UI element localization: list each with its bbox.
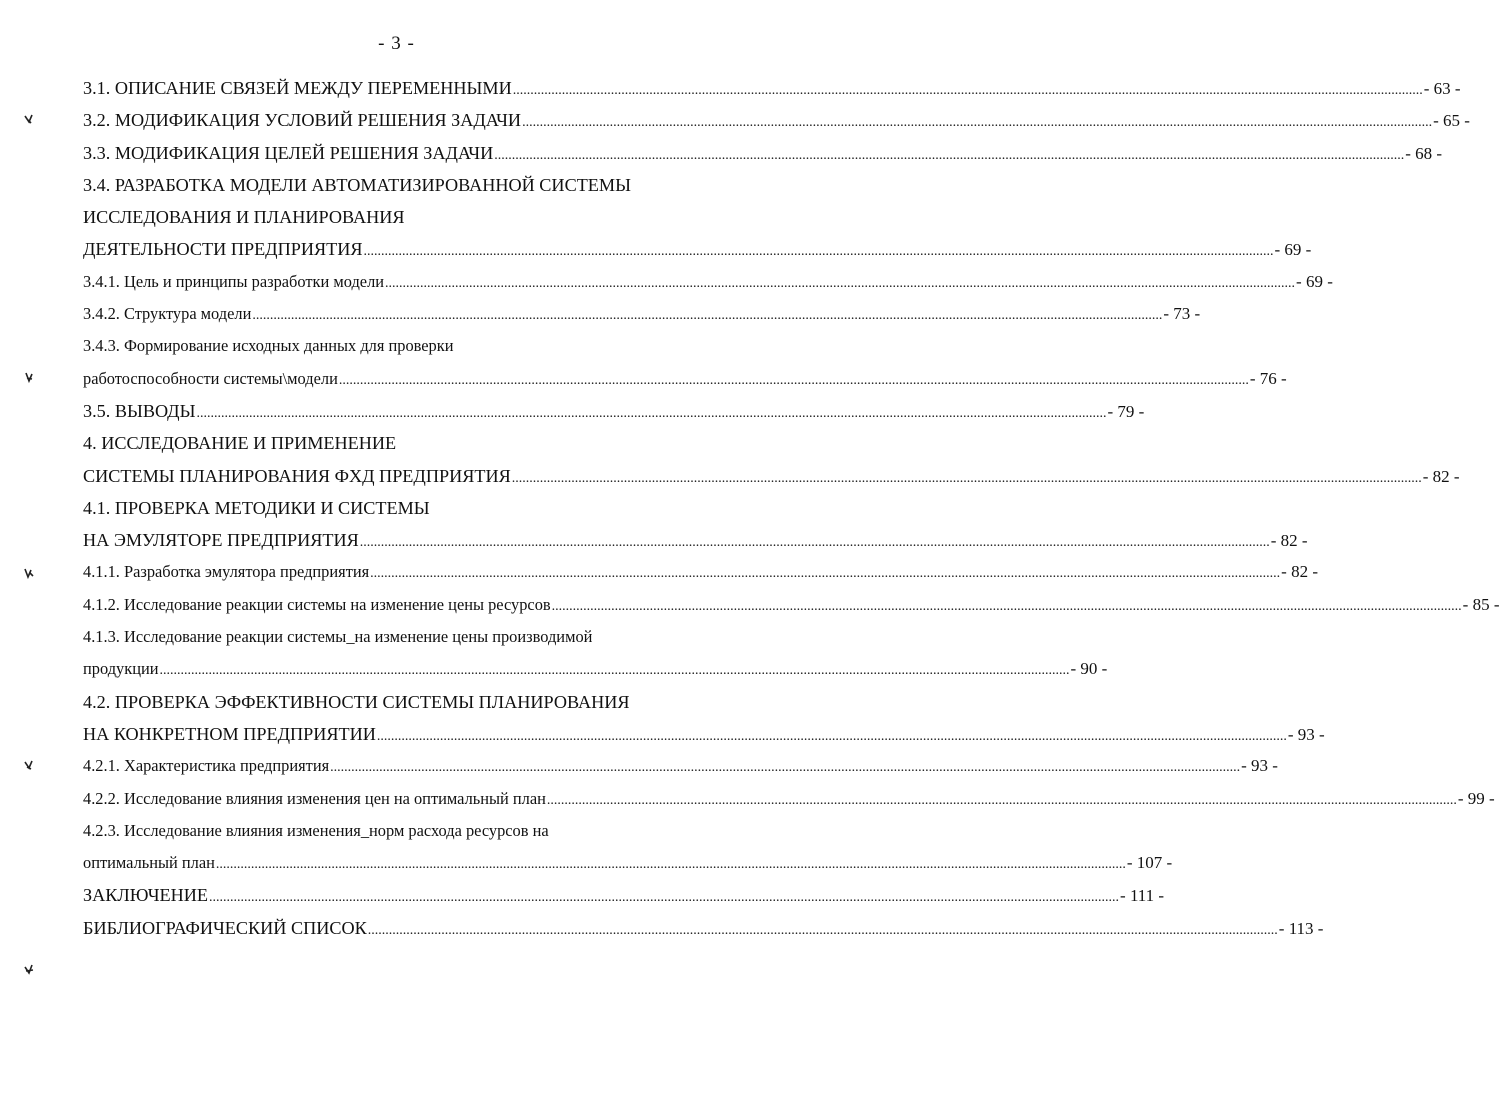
toc-entry xyxy=(83,266,1333,298)
toc-entry-title: оптимальный план xyxy=(83,853,215,873)
toc-entry-page: - 111 - xyxy=(1120,886,1165,906)
toc-dot-leader xyxy=(385,268,1295,300)
toc-entry-page: - 93 - xyxy=(1241,756,1278,776)
toc-entry-title: 4.2.2. Исследование влияния изменения цен на оптимальный план xyxy=(83,788,546,808)
toc-entry-title: НА КОНКРЕТНОМ ПРЕДПРИЯТИИ xyxy=(83,723,376,744)
toc-entry-title: 4.2. ПРОВЕРКА ЭФФЕКТИВНОСТИ СИСТЕМЫ ПЛАНИРОВАНИЯ xyxy=(83,691,630,712)
toc-entry-title: 4.1.3. Исследование реакции системы_на изменение цены производимой xyxy=(83,627,593,647)
toc-entry xyxy=(83,686,738,718)
toc-entry xyxy=(83,72,1461,104)
toc-entry xyxy=(83,556,1318,588)
toc-entry xyxy=(83,718,1325,750)
toc-entry xyxy=(83,847,1173,879)
toc-dot-leader xyxy=(377,721,1287,753)
toc-entry-page: - 113 - xyxy=(1278,918,1324,938)
toc-entry-title: 3.4.3. Формирование исходных данных для проверки xyxy=(83,336,454,356)
toc-entry xyxy=(83,750,1278,782)
toc-dot-leader xyxy=(370,558,1280,590)
toc-entry-title: 4.1.2. Исследование реакции системы на изменение цены ресурсов xyxy=(83,594,551,614)
toc-dot-leader xyxy=(368,915,1278,947)
toc-dot-leader xyxy=(196,398,1106,430)
page-number: - 3 - xyxy=(378,33,415,54)
toc-entry xyxy=(83,653,1108,685)
toc-entry-page: - 65 - xyxy=(1433,111,1470,131)
toc-entry xyxy=(83,783,1495,815)
toc-entry-title: ДЕЯТЕЛЬНОСТИ ПРЕДПРИЯТИЯ xyxy=(83,239,363,260)
toc-entry xyxy=(83,298,1201,330)
margin-scan-mark xyxy=(22,112,36,126)
toc-entry-title: 3.4.2. Структура модели xyxy=(83,304,252,324)
toc-dot-leader xyxy=(552,591,1462,623)
toc-entry xyxy=(83,815,738,847)
toc-entry-title: 3.2. МОДИФИКАЦИЯ УСЛОВИЙ РЕШЕНИЯ ЗАДАЧИ xyxy=(83,110,522,131)
toc-entry-page: - 79 - xyxy=(1107,401,1145,421)
toc-entry-title: 4.2.1. Характеристика предприятия xyxy=(83,756,330,776)
toc-entry xyxy=(83,427,738,459)
toc-dot-leader xyxy=(547,785,1457,817)
toc-entry-title: ИССЛЕДОВАНИЯ И ПЛАНИРОВАНИЯ xyxy=(83,207,405,228)
toc-entry-title: 4.2.3. Исследование влияния изменения_норм расхода ресурсов на xyxy=(83,820,549,840)
toc-dot-leader xyxy=(360,527,1270,559)
toc-entry-title: 4. ИССЛЕДОВАНИЕ И ПРИМЕНЕНИЕ xyxy=(83,433,397,454)
toc-entry-title: СИСТЕМЫ ПЛАНИРОВАНИЯ ФХД ПРЕДПРИЯТИЯ xyxy=(83,465,511,486)
toc-entry-page: - 99 - xyxy=(1457,788,1495,808)
margin-scan-mark xyxy=(22,566,36,580)
toc-entry xyxy=(83,879,1165,911)
toc-entry-title: 3.1. ОПИСАНИЕ СВЯЗЕЙ МЕЖДУ ПЕРЕМЕННЫМИ xyxy=(83,78,512,98)
toc-dot-leader xyxy=(330,752,1240,784)
toc-entry xyxy=(83,460,1460,492)
toc-dot-leader xyxy=(494,140,1404,172)
toc-dot-leader xyxy=(339,365,1249,397)
toc-entry-page: - 85 - xyxy=(1462,594,1499,614)
toc-dot-leader xyxy=(216,849,1126,881)
toc-entry xyxy=(83,912,1324,944)
toc-entry xyxy=(83,330,738,362)
toc-entry-title: 4.1. ПРОВЕРКА МЕТОДИКИ И СИСТЕМЫ xyxy=(83,497,430,518)
toc-entry-title: 3.4.1. Цель и принципы разработки модели xyxy=(83,271,385,291)
toc-entry xyxy=(83,201,738,233)
toc-entry xyxy=(83,492,738,524)
toc-entry-title: ЗАКЛЮЧЕНИЕ xyxy=(83,885,209,906)
toc-entry-page: - 90 - xyxy=(1070,659,1108,679)
toc-entry xyxy=(83,589,1499,621)
toc-dot-leader xyxy=(513,75,1423,107)
toc-entry-title: продукции xyxy=(83,659,159,679)
toc-dot-leader xyxy=(363,236,1273,268)
table-of-contents xyxy=(83,72,1499,944)
toc-entry-page: - 68 - xyxy=(1405,143,1443,163)
toc-entry xyxy=(83,137,1443,169)
toc-entry xyxy=(83,363,1287,395)
toc-entry xyxy=(83,233,1312,265)
toc-entry-page: - 73 - xyxy=(1163,304,1201,324)
toc-entry-page: - 69 - xyxy=(1296,271,1333,291)
toc-entry-title: 3.3. МОДИФИКАЦИЯ ЦЕЛЕЙ РЕШЕНИЯ ЗАДАЧИ xyxy=(83,142,494,163)
toc-dot-leader xyxy=(160,655,1070,687)
toc-entry-page: - 82 - xyxy=(1422,466,1460,486)
toc-entry xyxy=(83,524,1308,556)
margin-scan-mark xyxy=(22,370,36,384)
toc-entry-title: 3.5. ВЫВОДЫ xyxy=(83,400,196,421)
toc-entry-title: 3.4. РАЗРАБОТКА МОДЕЛИ АВТОМАТИЗИРОВАННОЙ СИСТЕМЫ xyxy=(83,174,631,195)
toc-entry-page: - 107 - xyxy=(1126,853,1173,873)
toc-entry-page: - 69 - xyxy=(1274,240,1312,260)
toc-dot-leader xyxy=(252,300,1162,332)
margin-scan-mark xyxy=(22,962,36,976)
toc-entry-title: НА ЭМУЛЯТОРЕ ПРЕДПРИЯТИЯ xyxy=(83,530,359,551)
toc-entry-page: - 82 - xyxy=(1270,531,1308,551)
toc-entry-page: - 82 - xyxy=(1281,562,1318,582)
toc-entry-page: - 76 - xyxy=(1249,368,1287,388)
toc-dot-leader xyxy=(522,107,1432,139)
toc-entry-title: 4.1.1. Разработка эмулятора предприятия xyxy=(83,562,370,582)
toc-entry xyxy=(83,621,738,653)
toc-dot-leader xyxy=(512,463,1422,495)
toc-entry-page: - 63 - xyxy=(1423,79,1461,98)
toc-entry-title: БИБЛИОГРАФИЧЕСКИЙ СПИСОК xyxy=(83,917,367,938)
toc-entry-page: - 93 - xyxy=(1287,724,1325,744)
toc-dot-leader xyxy=(209,882,1119,914)
toc-entry-title: работоспособности системы\модели xyxy=(83,368,338,388)
toc-entry xyxy=(83,395,1145,427)
toc-entry xyxy=(83,169,738,201)
margin-scan-mark xyxy=(22,758,36,772)
toc-entry xyxy=(83,104,1470,136)
